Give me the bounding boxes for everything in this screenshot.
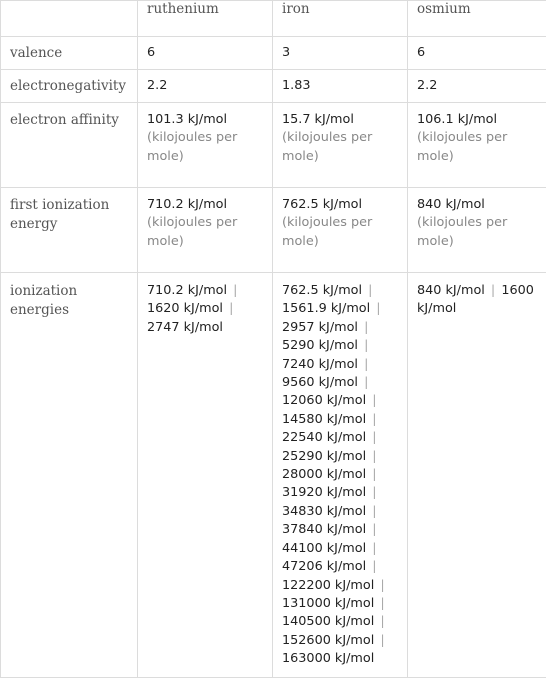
list-separator: |	[376, 301, 381, 317]
row-label-electron-affinity: electron affinity	[1, 103, 138, 188]
ionization-energy-value: 2747 kJ/mol	[147, 319, 223, 335]
list-separator: |	[380, 632, 385, 648]
ionization-energy-value: 7240 kJ/mol	[282, 356, 358, 372]
row-first-ionization-energy	[1, 188, 546, 273]
electron-affinity-ruthenium	[138, 103, 273, 188]
ionization-energy-value: 12060 kJ/mol	[282, 393, 367, 409]
row-label-first-ionization-energy: first ionization energy	[1, 188, 138, 273]
electron-affinity-osmium	[408, 103, 546, 188]
first-ionization-ruthenium-value: 710.2 kJ/mol	[147, 197, 228, 212]
ionization-energy-value: 122200 kJ/mol	[282, 577, 375, 593]
ionization-energy-value: 840 kJ/mol	[417, 283, 485, 298]
ionization-energies-iron	[273, 273, 408, 678]
list-separator: |	[380, 614, 385, 630]
ionization-energy-value: 9560 kJ/mol	[282, 375, 358, 391]
list-separator: |	[372, 522, 377, 538]
ionization-energy-value: 1600 kJ/mol	[417, 283, 534, 317]
list-separator: |	[372, 411, 377, 427]
first-ionization-ruthenium	[138, 188, 273, 273]
ionization-energy-value: 5290 kJ/mol	[282, 338, 358, 354]
list-separator: |	[364, 375, 369, 391]
list-separator: |	[364, 338, 369, 354]
first-ionization-osmium-value: 840 kJ/mol	[417, 197, 485, 212]
ionization-energy-value: 1620 kJ/mol	[147, 301, 223, 317]
ionization-energies-osmium	[408, 273, 546, 678]
list-separator: |	[364, 319, 369, 335]
valence-ruthenium: 6	[138, 37, 273, 70]
first-ionization-iron-value: 762.5 kJ/mol	[282, 197, 363, 212]
list-separator: |	[372, 393, 377, 409]
valence-iron: 3	[273, 37, 408, 70]
list-separator: |	[372, 430, 377, 446]
row-electronegativity	[1, 70, 546, 103]
list-separator: |	[364, 356, 369, 372]
electron-affinity-ruthenium-value: 101.3 kJ/mol	[147, 112, 228, 127]
electron-affinity-iron-value: 15.7 kJ/mol	[282, 112, 354, 127]
list-separator: |	[372, 559, 377, 575]
ionization-energy-value: 2957 kJ/mol	[282, 319, 358, 335]
row-ionization-energies	[1, 273, 546, 678]
list-separator: |	[233, 283, 238, 298]
ionization-energy-value: 44100 kJ/mol	[282, 540, 367, 556]
list-separator: |	[372, 540, 377, 556]
ionization-energy-value: 762.5 kJ/mol	[282, 283, 363, 298]
ionization-energy-value: 140500 kJ/mol	[282, 614, 375, 630]
first-ionization-osmium	[408, 188, 546, 273]
electronegativity-iron: 1.83	[273, 70, 408, 103]
row-label-ionization-energies: ionization energies	[1, 273, 138, 678]
ionization-energy-value: 1561.9 kJ/mol	[282, 301, 371, 317]
list-separator: |	[372, 485, 377, 501]
unit-note: (kilojoules per mole)	[282, 215, 373, 249]
electron-affinity-iron	[273, 103, 408, 188]
ionization-energy-value: 152600 kJ/mol	[282, 632, 375, 648]
first-ionization-iron	[273, 188, 408, 273]
list-separator: |	[368, 283, 373, 298]
list-separator: |	[372, 467, 377, 483]
list-separator: |	[380, 595, 385, 611]
unit-note: (kilojoules per mole)	[147, 130, 238, 164]
list-separator: |	[490, 283, 496, 298]
unit-note: (kilojoules per mole)	[417, 215, 508, 249]
valence-osmium: 6	[408, 37, 546, 70]
row-label-electronegativity: electronegativity	[1, 70, 138, 103]
list-separator: |	[229, 301, 234, 317]
row-label-valence: valence	[1, 37, 138, 70]
column-header-ruthenium: ruthenium	[138, 1, 273, 37]
list-separator: |	[372, 503, 377, 519]
unit-note: (kilojoules per mole)	[417, 130, 508, 164]
electronegativity-ruthenium: 2.2	[138, 70, 273, 103]
ionization-energy-value: 22540 kJ/mol	[282, 430, 367, 446]
ionization-energies-ruthenium	[138, 273, 273, 678]
electron-affinity-osmium-value: 106.1 kJ/mol	[417, 112, 498, 127]
header-row	[1, 1, 546, 37]
ionization-energy-value: 37840 kJ/mol	[282, 522, 367, 538]
ionization-energy-value: 710.2 kJ/mol	[147, 283, 228, 298]
unit-note: (kilojoules per mole)	[282, 130, 373, 164]
ionization-energy-value: 28000 kJ/mol	[282, 467, 367, 483]
column-header-iron: iron	[273, 1, 408, 37]
ionization-energy-value: 47206 kJ/mol	[282, 559, 367, 575]
row-valence	[1, 37, 546, 70]
column-header-osmium: osmium	[408, 1, 546, 37]
corner-cell	[1, 1, 138, 37]
ionization-energy-value: 14580 kJ/mol	[282, 411, 367, 427]
ionization-energy-value: 31920 kJ/mol	[282, 485, 367, 501]
unit-note: (kilojoules per mole)	[147, 215, 238, 249]
ionization-energy-value: 25290 kJ/mol	[282, 448, 367, 464]
row-electron-affinity	[1, 103, 546, 188]
electronegativity-osmium: 2.2	[408, 70, 546, 103]
list-separator: |	[372, 448, 377, 464]
list-separator: |	[380, 577, 385, 593]
ionization-energy-value: 34830 kJ/mol	[282, 503, 367, 519]
ionization-energy-value: 163000 kJ/mol	[282, 651, 375, 667]
ionization-energy-value: 131000 kJ/mol	[282, 595, 375, 611]
